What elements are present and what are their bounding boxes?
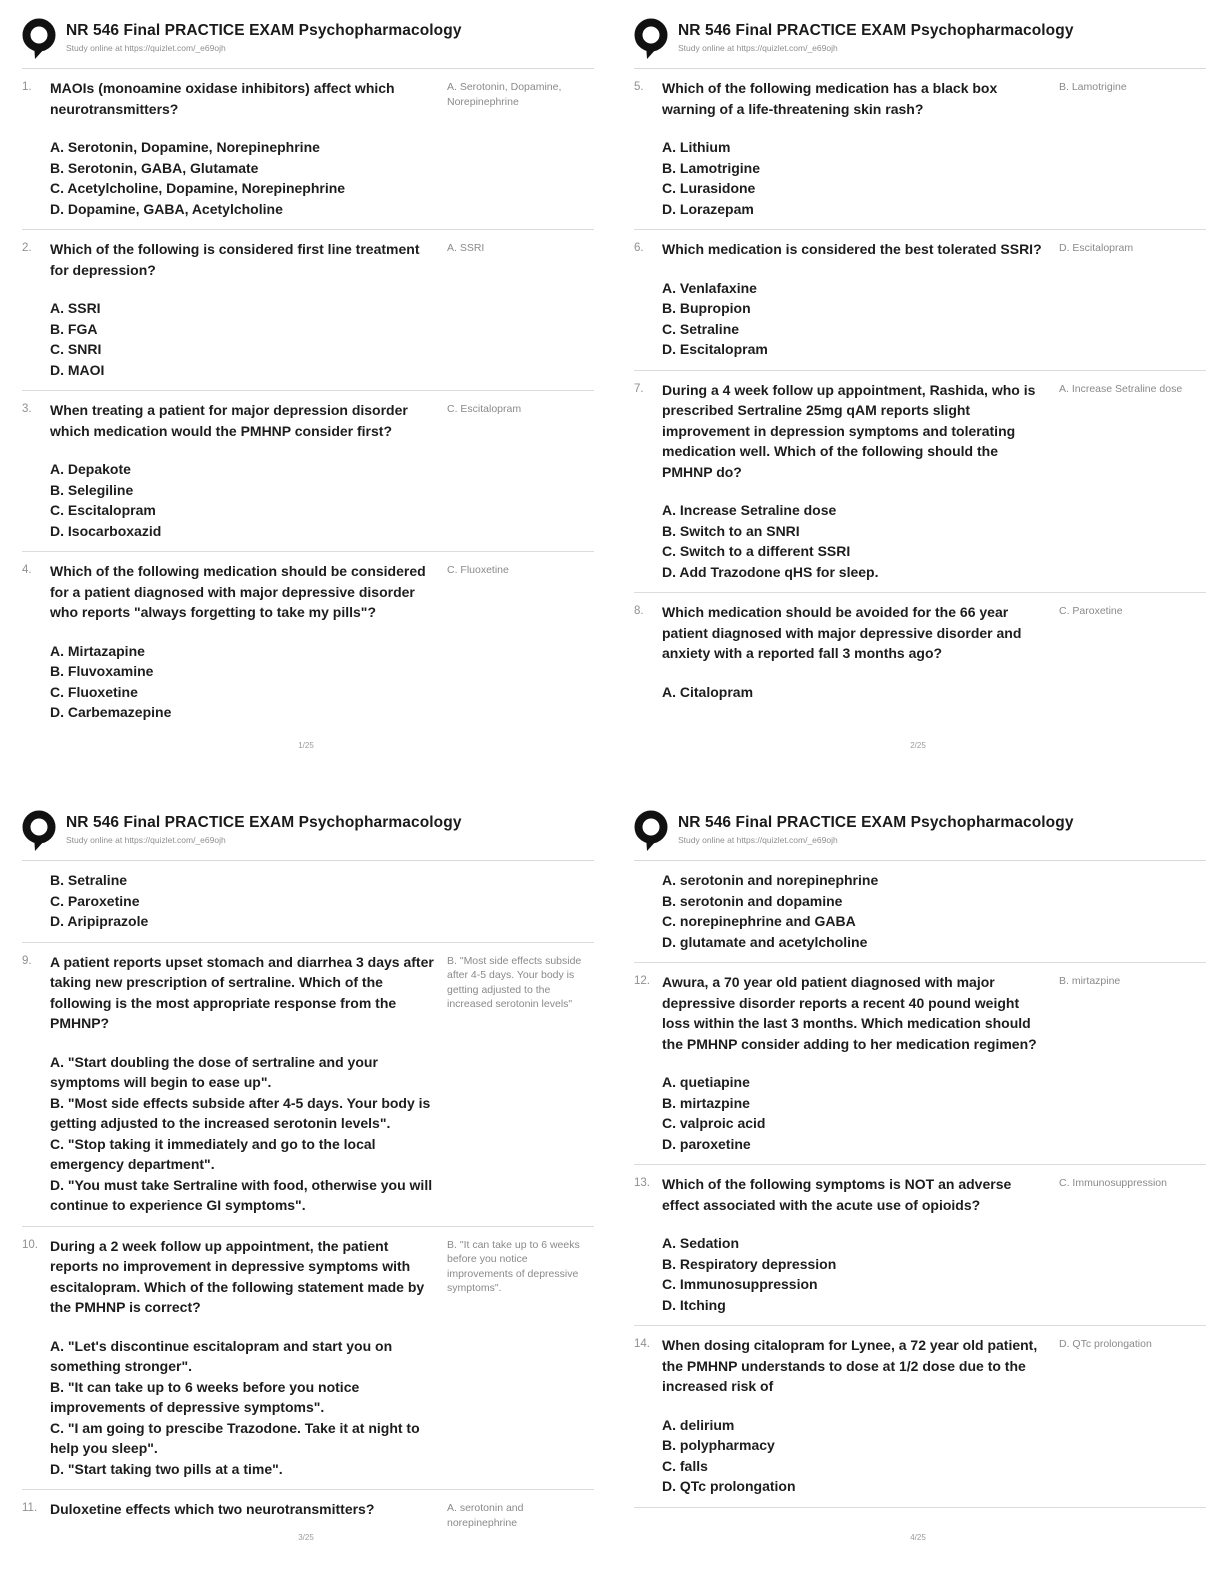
options [50, 870, 438, 932]
option: D. MAOI [50, 361, 105, 378]
question-text: During a 4 week follow up appointment, Rashida, who is prescribed Sertraline 25mg qAM reports slight improvement in depression symptoms and tolerating medication well. Which of the following should the PMHNP do? [662, 381, 1036, 480]
option: B. polypharmacy [662, 1437, 775, 1453]
option: D. "You must take Sertraline with food, otherwise you will continue to experience GI symptoms". [50, 1176, 433, 1213]
options [50, 137, 438, 219]
question-column [662, 239, 1050, 360]
option: C. "Stop taking it immediately and go to the local emergency department". [50, 1135, 376, 1172]
option: A. Increase Setraline dose [662, 502, 837, 518]
question-text: Which of the following is considered first line treatment for depression? [50, 241, 420, 278]
option: C. Lurasidone [662, 180, 756, 196]
option: D. Dopamine, GABA, Acetylcholine [50, 200, 283, 217]
question-item [22, 391, 594, 552]
question-column [50, 78, 438, 219]
option: B. "Most side effects subside after 4-5 days. Your body is getting adjusted to the increased serotonin levels". [50, 1094, 431, 1131]
option: D. Itching [662, 1296, 726, 1313]
option: C. Paroxetine [50, 892, 140, 909]
margin-answer: A. Increase Setraline dose [1059, 382, 1183, 395]
page [0, 792, 612, 1584]
margin-answer: C. Paroxetine [1059, 605, 1123, 617]
question-column [662, 1335, 1050, 1497]
continuation-item [22, 861, 594, 943]
option: A. Sedation [662, 1235, 740, 1251]
question-column [50, 1236, 438, 1480]
page-header [634, 20, 1206, 69]
page-header [22, 812, 594, 861]
question-text: MAOIs (monoamine oxidase inhibitors) affect which neurotransmitters? [50, 80, 395, 117]
page-body [22, 69, 594, 733]
question-number [634, 870, 662, 873]
question-column [50, 561, 438, 723]
option: B. Selegiline [50, 481, 134, 498]
exam-title: NR 546 Final PRACTICE EXAM Psychopharmacology [66, 814, 462, 831]
option: B. serotonin and dopamine [662, 892, 843, 909]
option: A. SSRI [50, 300, 101, 316]
option: D. Carbemazepine [50, 704, 172, 720]
question-number: 3. [22, 403, 32, 415]
margin-answer: C. Fluoxetine [447, 564, 509, 576]
option: D. QTc prolongation [662, 1478, 796, 1494]
margin-answer: D. Escitalopram [1059, 242, 1134, 254]
option: A. Venlafaxine [662, 279, 757, 296]
option: C. Immunosuppression [662, 1276, 818, 1292]
options [50, 1052, 438, 1216]
option: D. Escitalopram [662, 341, 768, 357]
option: C. norepinephrine and GABA [662, 913, 856, 929]
margin-answer: A. SSRI [447, 242, 485, 254]
page-number: 1/25 [298, 741, 314, 750]
question-column [50, 870, 438, 932]
question-text: When dosing citalopram for Lynee, a 72 year old patient, the PMHNP understands to dose at 1/2 dose due to the increased risk of [662, 1337, 1038, 1394]
question-number [22, 870, 50, 873]
option: B. "It can take up to 6 weeks before you notice improvements of depressive symptoms". [50, 1378, 360, 1415]
question-text: When treating a patient for major depression disorder which medication would the PMHNP consider first? [50, 402, 408, 439]
header-text [678, 812, 1074, 845]
options [662, 1233, 1050, 1315]
question-item [22, 230, 594, 391]
options [50, 641, 438, 723]
question-text: Which medication should be avoided for the 66 year patient diagnosed with major depressive disorder and anxiety with a reported fall 3 months ago? [662, 604, 1022, 661]
question-text: Awura, a 70 year old patient diagnosed with major depressive disorder reports a recent 40 pound weight loss within the last 3 months. Which medication should the PMHNP consider adding to her medication regimen? [662, 974, 1037, 1052]
question-number: 13. [634, 1177, 650, 1189]
option: A. Citalopram [662, 683, 754, 700]
page [612, 0, 1224, 792]
option: D. Add Trazodone qHS for sleep. [662, 563, 879, 580]
quizlet-logo-icon [22, 810, 56, 852]
study-link: Study online at https://quizlet.com/_e69ojh [678, 835, 838, 845]
option: B. FGA [50, 320, 98, 337]
question-column [662, 1174, 1050, 1315]
option: A. "Let's discontinue escitalopram and start you on something stronger". [50, 1337, 393, 1374]
header-text [66, 20, 462, 53]
options [662, 1415, 1050, 1497]
option: B. Serotonin, GABA, Glutamate [50, 159, 259, 176]
margin-answer [438, 870, 594, 872]
option: C. falls [662, 1457, 708, 1474]
page-body [634, 861, 1206, 1508]
option: C. SNRI [50, 341, 102, 357]
question-number: 4. [22, 564, 32, 576]
option: C. Switch to a different SSRI [662, 543, 851, 559]
option: D. Isocarboxazid [50, 522, 162, 539]
option: A. Mirtazapine [50, 642, 145, 659]
page-header [634, 812, 1206, 861]
exam-title: NR 546 Final PRACTICE EXAM Psychopharmacology [678, 22, 1074, 39]
page-header [22, 20, 594, 69]
question-text: Which of the following medication has a black box warning of a life-threatening skin rash? [662, 80, 998, 117]
option: D. Aripiprazole [50, 913, 149, 929]
header-text [66, 812, 462, 845]
question-item [634, 230, 1206, 371]
question-column [50, 239, 438, 380]
option: B. Lamotrigine [662, 159, 761, 176]
question-item [22, 943, 594, 1227]
option: C. valproic acid [662, 1115, 766, 1131]
page [612, 792, 1224, 1584]
option: C. Acetylcholine, Dopamine, Norepinephrine [50, 180, 346, 196]
margin-answer: C. Escitalopram [447, 403, 522, 415]
option: B. Setraline [50, 872, 128, 888]
option: A. Serotonin, Dopamine, Norepinephrine [50, 139, 320, 155]
study-link: Study online at https://quizlet.com/_e69ojh [66, 43, 226, 53]
study-link: Study online at https://quizlet.com/_e69ojh [678, 43, 838, 53]
option: C. Escitalopram [50, 502, 156, 518]
margin-answer [1050, 870, 1206, 872]
option: A. delirium [662, 1416, 735, 1433]
options [50, 298, 438, 380]
question-number: 10. [22, 1238, 38, 1251]
margin-answer: B. mirtazpine [1059, 975, 1121, 987]
question-number: 2. [22, 242, 32, 254]
question-number: 6. [634, 242, 644, 254]
option: B. mirtazpine [662, 1094, 750, 1111]
question-column [662, 78, 1050, 219]
margin-answer: C. Immunosuppression [1059, 1177, 1167, 1189]
option: A. Lithium [662, 139, 731, 155]
options [662, 682, 1050, 703]
exam-title: NR 546 Final PRACTICE EXAM Psychopharmacology [66, 22, 462, 39]
question-number: 1. [22, 81, 32, 93]
option: D. glutamate and acetylcholine [662, 933, 868, 950]
margin-answer: A. serotonin and norepinephrine [447, 1502, 524, 1529]
option: C. "I am going to prescibe Trazodone. Take it at night to help you sleep". [50, 1419, 420, 1456]
page-number: 4/25 [910, 1533, 926, 1542]
header-text [678, 20, 1074, 53]
option: B. Bupropion [662, 300, 751, 316]
margin-answer: B. "It can take up to 6 weeks before you notice improvements of depressive symptoms". [447, 1238, 580, 1294]
question-number: 11. [22, 1502, 38, 1514]
question-number: 9. [22, 954, 32, 967]
question-item [22, 552, 594, 733]
question-column [50, 1499, 438, 1520]
question-item [634, 69, 1206, 230]
question-item [22, 69, 594, 230]
option: A. quetiapine [662, 1074, 750, 1090]
question-number: 8. [634, 605, 644, 617]
question-text: Which of the following symptoms is NOT an adverse effect associated with the acute use of opioids? [662, 1176, 1012, 1213]
question-column [662, 602, 1050, 702]
options [662, 870, 1050, 952]
question-text: During a 2 week follow up appointment, the patient reports no improvement in depressive symptoms with escitalopram. Which of the following statement made by the PMHNP is correct? [50, 1237, 425, 1315]
option: B. Switch to an SNRI [662, 522, 800, 539]
question-column [662, 380, 1050, 583]
question-number: 7. [634, 382, 644, 395]
page [0, 0, 612, 792]
option: B. Respiratory depression [662, 1255, 837, 1272]
option: C. Fluoxetine [50, 683, 138, 700]
option: B. Fluvoxamine [50, 663, 154, 679]
option: A. "Start doubling the dose of sertraline and your symptoms will begin to ease up". [50, 1053, 378, 1090]
question-item [634, 1326, 1206, 1508]
options [50, 459, 438, 541]
option: D. Lorazepam [662, 200, 754, 217]
margin-answer: A. Serotonin, Dopamine, Norepinephrine [447, 81, 562, 108]
question-item [22, 1227, 594, 1491]
question-item [634, 963, 1206, 1165]
page-number: 3/25 [298, 1533, 314, 1542]
question-text: A patient reports upset stomach and diarrhea 3 days after taking new prescription of sertraline. Which of the following is the most appropriate response from the PMHNP? [50, 953, 434, 1031]
quizlet-logo-icon [634, 810, 668, 852]
question-text: Which of the following medication should be considered for a patient diagnosed with major depressive disorder who reports "always forgetting to take my pills"? [50, 563, 426, 620]
question-column [662, 972, 1050, 1154]
option: D. "Start taking two pills at a time". [50, 1460, 283, 1477]
options [662, 137, 1050, 219]
options [50, 1336, 438, 1480]
question-column [662, 870, 1050, 952]
question-item [634, 371, 1206, 594]
option: A. Depakote [50, 461, 131, 477]
margin-answer: D. QTc prolongation [1059, 1338, 1152, 1350]
question-item [634, 1165, 1206, 1326]
question-column [50, 952, 438, 1216]
quizlet-logo-icon [634, 18, 668, 60]
study-link: Study online at https://quizlet.com/_e69ojh [66, 835, 226, 845]
options [662, 278, 1050, 360]
option: A. serotonin and norepinephrine [662, 872, 879, 888]
margin-answer: B. Lamotrigine [1059, 81, 1127, 93]
page-body [634, 69, 1206, 712]
page-body [22, 861, 594, 1540]
question-item [634, 593, 1206, 712]
question-number: 12. [634, 975, 650, 987]
options [662, 500, 1050, 582]
question-number: 5. [634, 81, 644, 93]
options [662, 1072, 1050, 1154]
question-number: 14. [634, 1338, 650, 1350]
page-number: 2/25 [910, 741, 926, 750]
question-text: Duloxetine effects which two neurotransmitters? [50, 1501, 375, 1517]
question-column [50, 400, 438, 541]
question-text: Which medication is considered the best tolerated SSRI? [662, 241, 1042, 257]
option: D. paroxetine [662, 1135, 751, 1152]
quizlet-logo-icon [22, 18, 56, 60]
exam-title: NR 546 Final PRACTICE EXAM Psychopharmacology [678, 814, 1074, 831]
option: C. Setraline [662, 320, 740, 337]
margin-answer: B. "Most side effects subside after 4-5 days. Your body is getting adjusted to the increased serotonin levels" [447, 954, 582, 1010]
continuation-item [634, 861, 1206, 963]
